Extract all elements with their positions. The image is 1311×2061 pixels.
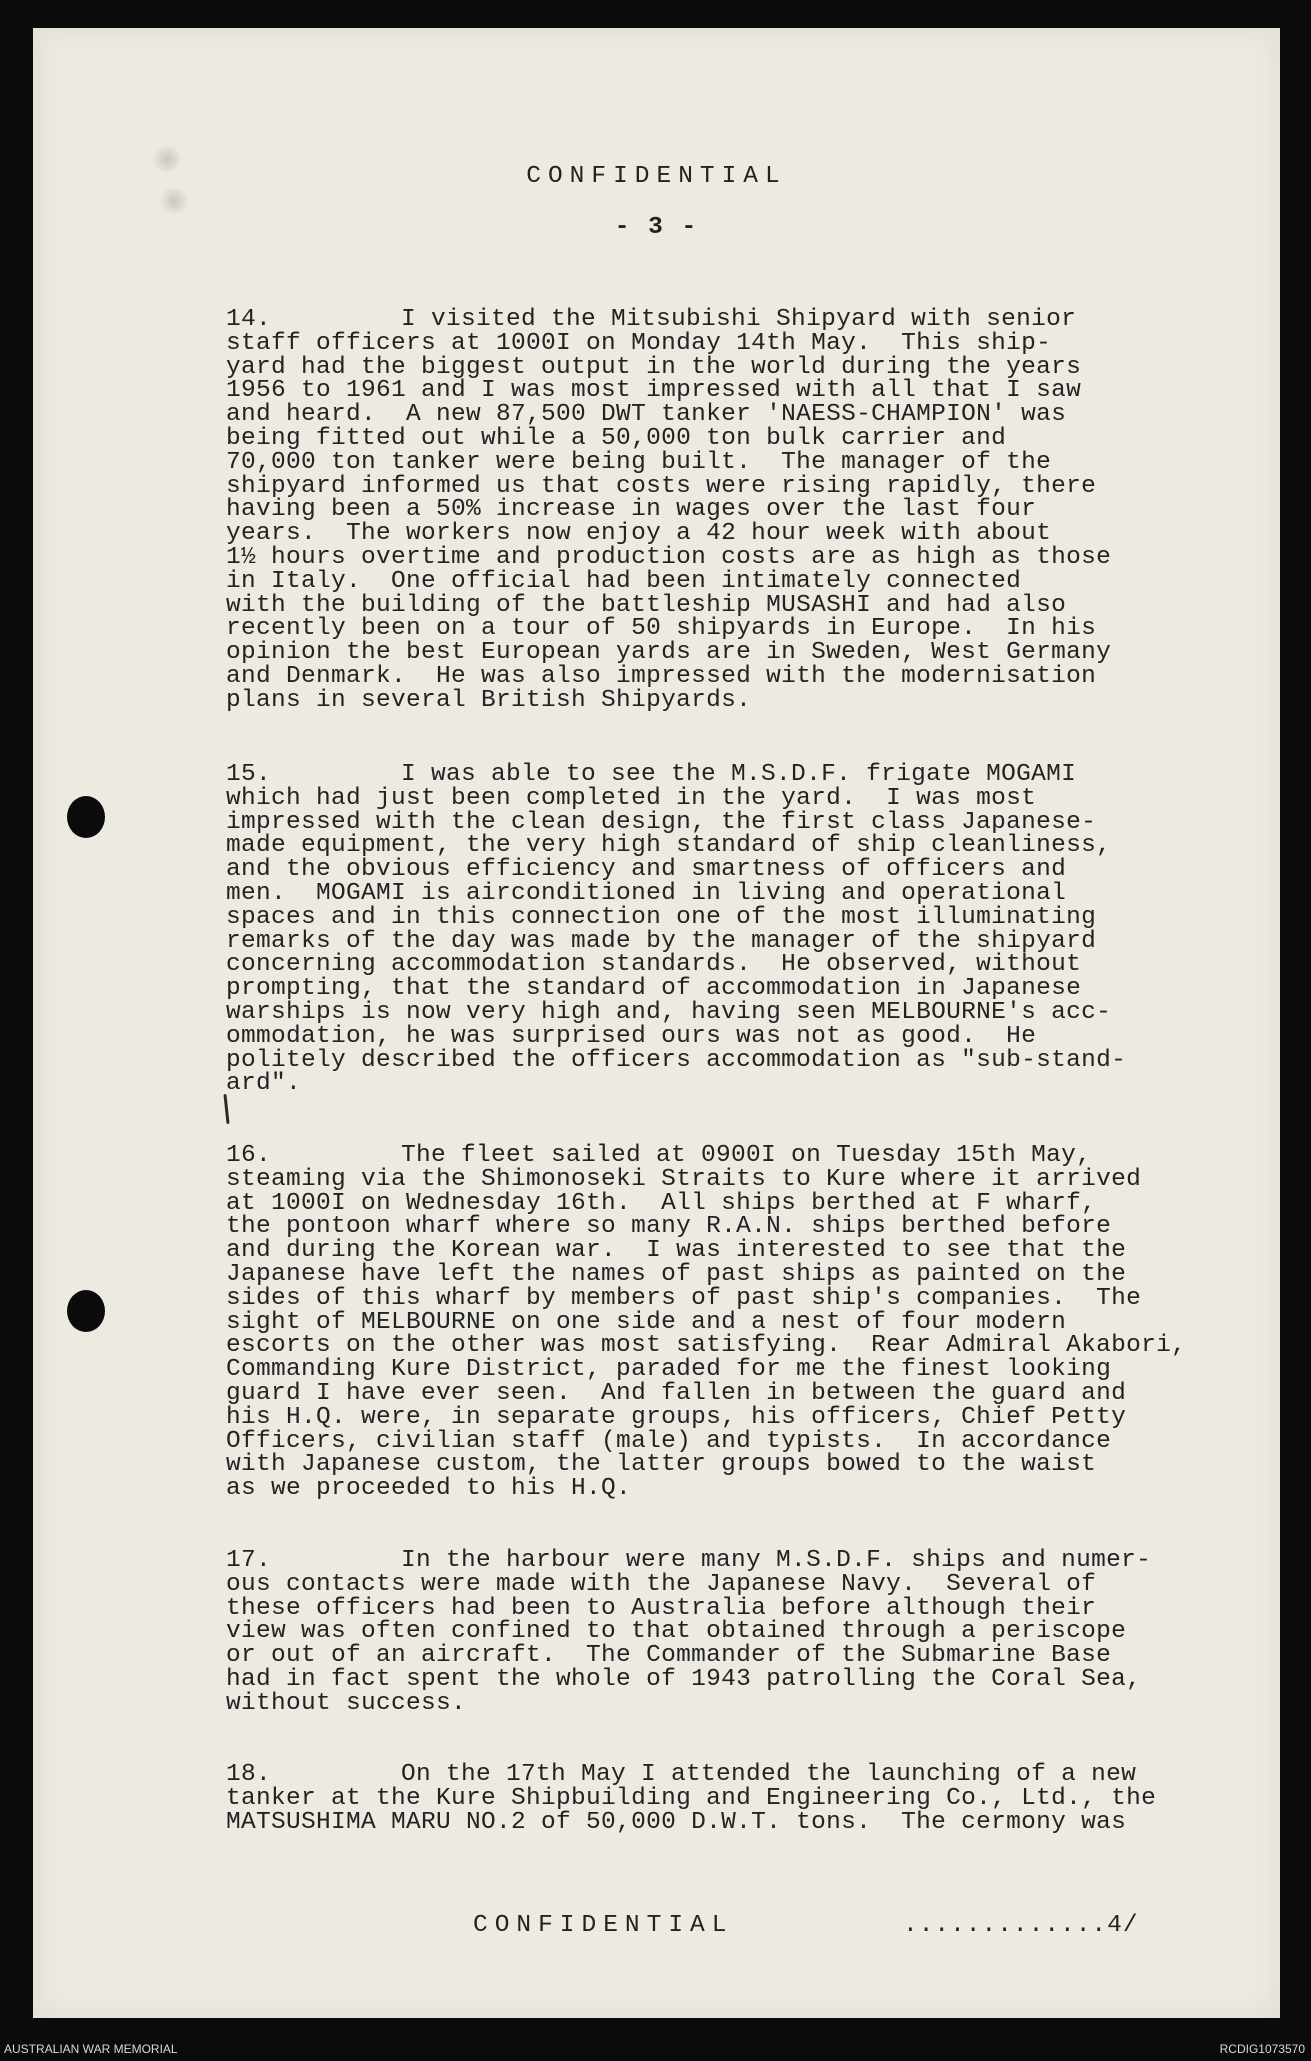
paragraph-line: years. The workers now enjoy a 42 hour week with about [226,520,1052,548]
paragraph-line: 16. The fleet sailed at 0900I on Tuesday 15th May, [226,1142,1092,1169]
paragraph-line: his H.Q. were, in separate groups, his officers, Chief Petty [226,1403,1127,1431]
paragraph-line: 14. I visited the Mitsubishi Shipyard with senior [226,306,1077,333]
paragraph-line: and Denmark. He was also impressed with the modernisation [226,662,1097,690]
paragraph-line: tanker at the Kure Shipbuilding and Engineering Co., Ltd., the [226,1784,1157,1812]
paragraph-line: and during the Korean war. I was interested to see that the [226,1237,1127,1265]
page-crease-mark [157,188,191,214]
paragraph-line: had in fact spent the whole of 1943 patrolling the Coral Sea, [226,1665,1142,1693]
paragraph-line: steaming via the Shimonoseki Straits to Kure where it arrived [226,1165,1142,1193]
paragraph-line: sight of MELBOURNE on one side and a nest of four modern [226,1308,1067,1336]
paragraph-line: MATSUSHIMA MARU NO.2 of 50,000 D.W.T. tons. The cermony was [226,1808,1127,1836]
paragraph-line: view was often confined to that obtained through a periscope [226,1618,1127,1646]
paragraph-line: ommodation, he was surprised ours was not as good. He [226,1022,1037,1050]
paragraph-line: remarks of the day was made by the manager of the shipyard [226,927,1097,955]
paragraph-line: warships is now very high and, having seen MELBOURNE's acc- [226,998,1112,1026]
paragraph-line: prompting, that the standard of accommodation in Japanese [226,975,1082,1003]
paragraph-line: Japanese have left the names of past ships as painted on the [226,1260,1127,1288]
paragraph-15 [226,763,1186,1096]
paragraph-line: concerning accommodation standards. He observed, without [226,951,1082,979]
paragraph-number: 15. [226,761,272,788]
archive-credit: AUSTRALIAN WAR MEMORIAL [4,2042,178,2056]
paragraph-line: Commanding Kure District, paraded for me the finest looking [226,1356,1112,1384]
archive-credit-bar [0,2018,1311,2061]
paragraph-number: 18. [226,1761,272,1788]
paragraph-number: 14. [226,306,272,333]
header-classification: CONFIDENTIAL [526,163,787,190]
archive-item-id: RCDIG1073570 [1219,2042,1305,2056]
paragraph-line: or out of an aircraft. The Commander of the Submarine Base [226,1642,1112,1670]
paragraph-17 [226,1549,1186,1716]
paragraph-14 [226,308,1186,713]
paragraph-line: without success. [226,1689,467,1717]
paragraph-line: these officers had been to Australia before although their [226,1594,1097,1622]
paragraph-line: politely described the officers accommodation as "sub-stand- [226,1046,1127,1074]
paragraph-line: 1½ hours overtime and production costs are as high as those [226,543,1112,571]
paragraph-line: the pontoon wharf where so many R.A.N. ships berthed before [226,1213,1112,1241]
paragraph-line: spaces and in this connection one of the most illuminating [226,903,1097,931]
paragraph-line: opinion the best European yards are in Sweden, West Germany [226,639,1112,667]
paragraph-16 [226,1144,1186,1501]
punch-hole [67,1290,105,1332]
paragraph-line: plans in several British Shipyards. [226,686,752,714]
paragraph-line: with Japanese custom, the latter groups bowed to the waist [226,1451,1097,1479]
paragraph-line: escorts on the other was most satisfying. Rear Admiral Akabori, [226,1332,1187,1360]
paragraph-line: made equipment, the very high standard of ship cleanliness, [226,832,1112,860]
paragraph-line: men. MOGAMI is airconditioned in living and operational [226,879,1067,907]
paragraph-line: being fitted out while a 50,000 ton bulk carrier and [226,424,1007,452]
margin-pencil-mark [223,1094,229,1124]
page-number: - 3 - [614,214,699,241]
paragraph-line: Officers, civilian staff (male) and typists. In accordance [226,1427,1112,1455]
paragraph-line: as we proceeded to his H.Q. [226,1475,632,1503]
paragraph-18 [226,1763,1186,1834]
paragraph-line: guard I have ever seen. And fallen in between the guard and [226,1379,1127,1407]
paragraph-number: 17. [226,1547,272,1574]
paragraph-line: which had just been completed in the yard. I was most [226,784,1037,812]
document-page [33,28,1280,2018]
paragraph-line: in Italy. One official had been intimately connected [226,567,1022,595]
paragraph-line: and the obvious efficiency and smartness of officers and [226,856,1067,884]
paragraph-line: 17. In the harbour were many M.S.D.F. ships and numer- [226,1547,1152,1574]
paragraph-number: 16. [226,1142,272,1169]
paragraph-line: yard had the biggest output in the world during the years [226,353,1082,381]
paragraph-line: ard". [226,1070,302,1098]
paragraph-line: and heard. A new 87,500 DWT tanker 'NAESS-CHAMPION' was [226,401,1067,429]
paragraph-line: staff officers at 1000I on Monday 14th May. This ship- [226,329,1052,357]
punch-hole [67,796,105,838]
paragraph-line: at 1000I on Wednesday 16th. All ships berthed at F wharf, [226,1189,1097,1217]
paragraph-line: shipyard informed us that costs were rising rapidly, there [226,472,1097,500]
paragraph-line: sides of this wharf by members of past ship's companies. The [226,1284,1142,1312]
continuation-marker: .............4/ [903,1912,1139,1939]
paragraph-line: 70,000 ton tanker were being built. The manager of the [226,448,1052,476]
paragraph-line: 1956 to 1961 and I was most impressed with all that I saw [226,377,1082,405]
footer-classification: CONFIDENTIAL [473,1912,734,1939]
paragraph-line: 15. I was able to see the M.S.D.F. frigate MOGAMI [226,761,1077,788]
paragraph-line: recently been on a tour of 50 shipyards in Europe. In his [226,615,1097,643]
paragraph-line: with the building of the battleship MUSASHI and had also [226,591,1067,619]
paragraph-line: having been a 50% increase in wages over the last four [226,496,1037,524]
paragraph-line: ous contacts were made with the Japanese Navy. Several of [226,1570,1097,1598]
paragraph-line: 18. On the 17th May I attended the launching of a new [226,1761,1137,1788]
paragraph-line: impressed with the clean design, the first class Japanese- [226,808,1097,836]
